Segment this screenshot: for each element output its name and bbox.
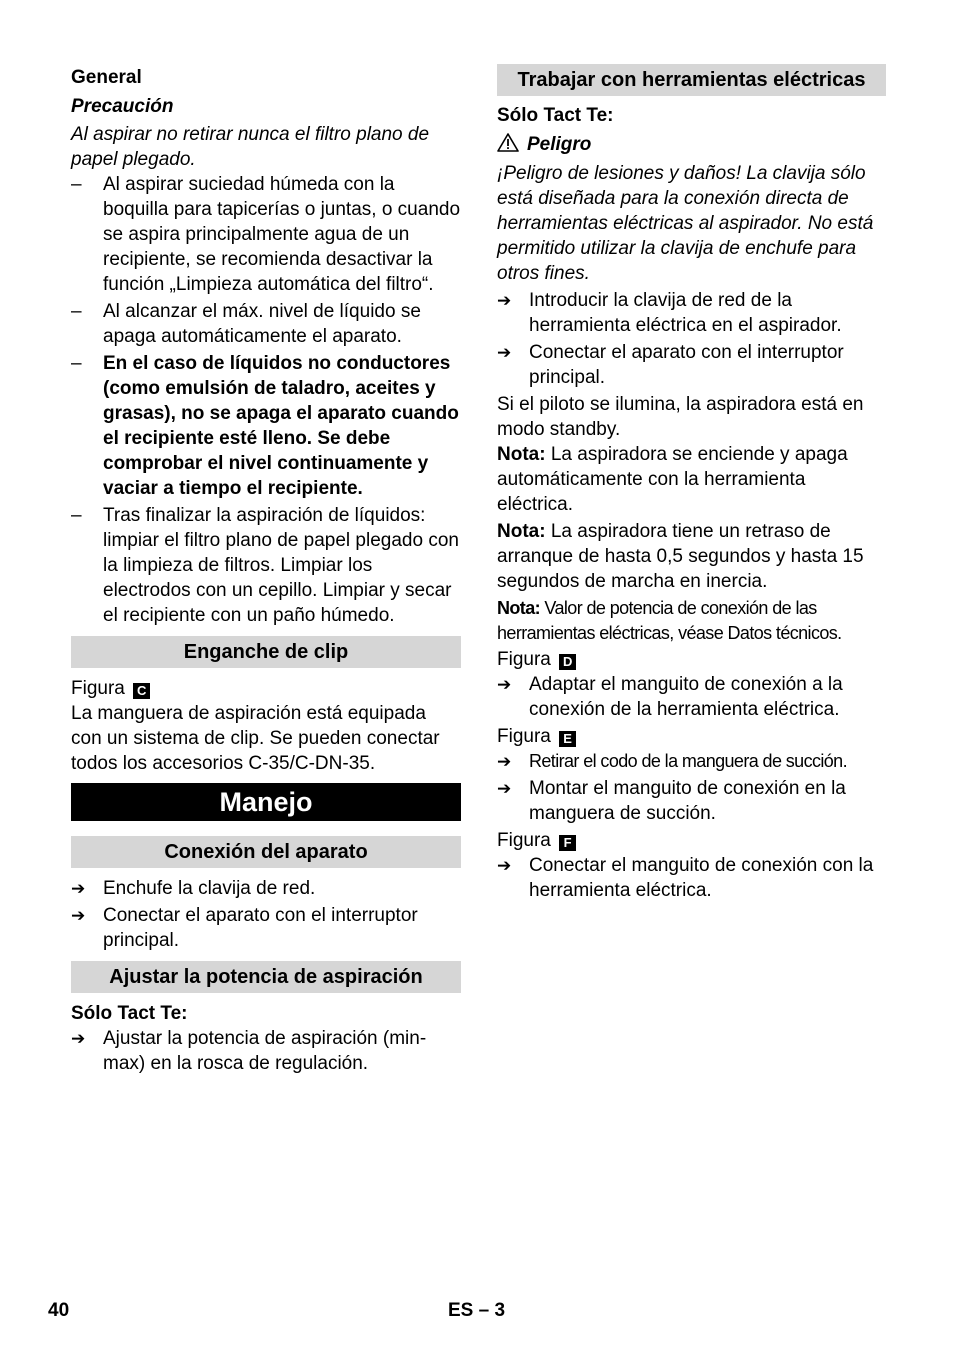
peligro-label: Peligro [527,134,592,155]
nota-text: Valor de potencia de conexión de las herramientas eléctricas, véase Datos técnicos. [497,598,842,643]
list-item [497,749,886,774]
nota-3 [497,596,886,646]
nota-label: Nota: [497,521,546,542]
conexion-steps [71,876,461,953]
manejo-section-title: Manejo [71,783,461,821]
peligro-line [497,132,886,157]
list-item [497,853,886,903]
peligro-text: ¡Peligro de lesiones y daños! La clavija sólo está diseñada para la conexión directa de herramientas eléctricas al aspirador. No está permitido utilizar la clavija de enchufe para otros fines. [497,163,874,284]
steps-d [497,672,886,722]
list-item [71,172,461,297]
list-item [497,288,886,338]
figura-label: Figura [497,649,551,670]
left-column [71,64,461,1078]
steps-f [497,853,886,903]
list-item-text: Montar el manguito de conexión en la manguera de succión. [529,778,846,824]
arrow-right-icon: ➔ [71,879,86,898]
nota-text: La aspiradora se enciende y apaga automáticamente con la herramienta eléctrica. [497,444,848,515]
list-item-text: Ajustar la potencia de aspiración (min-max) en la rosca de regulación. [103,1028,427,1074]
warning-triangle-icon [497,133,519,152]
list-item [71,903,461,953]
figure-letter-d: D [559,654,576,670]
steps-e [497,749,886,826]
language-page-label: ES – 3 [448,1300,506,1321]
dash-marker: – [71,505,82,526]
dash-marker: – [71,301,82,322]
list-item [71,351,461,501]
figura-c [71,676,461,701]
dash-marker: – [71,353,82,374]
figura-d [497,647,886,672]
nota-2 [497,519,886,594]
dash-list [71,172,461,628]
list-item [71,299,461,349]
list-item-text: Introducir la clavija de red de la herramienta eléctrica en el aspirador. [529,290,842,336]
list-item-text: Conectar el aparato con el interruptor principal. [103,905,418,951]
arrow-right-icon: ➔ [497,752,512,771]
list-item [497,776,886,826]
list-item-text: Conectar el aparato con el interruptor principal. [529,342,844,388]
arrow-right-icon: ➔ [71,1029,86,1048]
figura-label: Figura [497,830,551,851]
list-item-text: Tras finalizar la aspiración de líquidos: limpiar el filtro plano de papel plegado con la limpieza de filtros. Limpiar los electrodos con un cepillo. Limpiar y secar el recipiente con un paño húmedo. [103,505,459,626]
list-item-text: Retirar el codo de la manguera de succión. [529,751,847,771]
solo-tact-label: Sólo Tact Te: [71,1003,188,1024]
arrow-right-icon: ➔ [497,856,512,875]
figure-letter-e: E [559,731,576,747]
list-item-text: Al alcanzar el máx. nivel de líquido se apaga automáticamente el aparato. [103,301,421,347]
general-heading: General [71,67,142,88]
enganche-heading: Enganche de clip [71,636,461,668]
figure-letter-f: F [559,835,576,851]
arrow-right-icon: ➔ [497,675,512,694]
figura-label: Figura [497,726,551,747]
steps-1 [497,288,886,390]
figura-f [497,828,886,853]
figura-label: Figura [71,678,125,699]
ajustar-steps [71,1026,461,1076]
figura-e [497,724,886,749]
nota-1 [497,442,886,517]
solo-tact-label: Sólo Tact Te: [497,105,614,126]
nota-text: La aspiradora tiene un retraso de arranque de hasta 0,5 segundos y hasta 15 segundos de marcha en inercia. [497,521,864,592]
nota-label: Nota: [497,598,540,618]
figure-letter-c: C [133,683,150,699]
list-item-text: Enchufe la clavija de red. [103,878,316,899]
arrow-right-icon: ➔ [497,343,512,362]
page-number: 40 [48,1300,70,1321]
nota-label: Nota: [497,444,546,465]
list-item [71,876,461,901]
piloto-text: Si el piloto se ilumina, la aspiradora está en modo standby. [497,394,864,440]
list-item [71,1026,461,1076]
arrow-right-icon: ➔ [71,906,86,925]
list-item-text: En el caso de líquidos no conductores (como emulsión de taladro, aceites y grasas), no se apaga el aparato cuando el recipiente esté lleno. Se debe comprobar el nivel continuamente y vaciar a tiempo el recipiente. [103,353,459,499]
ajustar-heading: Ajustar la potencia de aspiración [71,961,461,993]
arrow-right-icon: ➔ [497,779,512,798]
right-column [497,64,886,905]
list-item-text: Adaptar el manguito de conexión a la conexión de la herramienta eléctrica. [529,674,843,720]
arrow-right-icon: ➔ [497,291,512,310]
list-item [71,503,461,628]
list-item [497,672,886,722]
list-item [497,340,886,390]
precaucion-label: Precaución [71,96,174,117]
list-item-text: Conectar el manguito de conexión con la herramienta eléctrica. [529,855,874,901]
conexion-heading: Conexión del aparato [71,836,461,868]
enganche-text: La manguera de aspiración está equipada con un sistema de clip. Se pueden conectar todos los accesorios C-35/C-DN-35. [71,703,440,774]
dash-marker: – [71,174,82,195]
precaucion-text: Al aspirar no retirar nunca el filtro plano de papel plegado. [71,124,430,170]
list-item-text: Al aspirar suciedad húmeda con la boquilla para tapicerías o juntas, o cuando se aspira principalmente agua de un recipiente, se recomienda desactivar la función „Limpieza automática del filtro“. [103,174,461,295]
trabajar-heading: Trabajar con herramientas eléctricas [497,64,886,96]
